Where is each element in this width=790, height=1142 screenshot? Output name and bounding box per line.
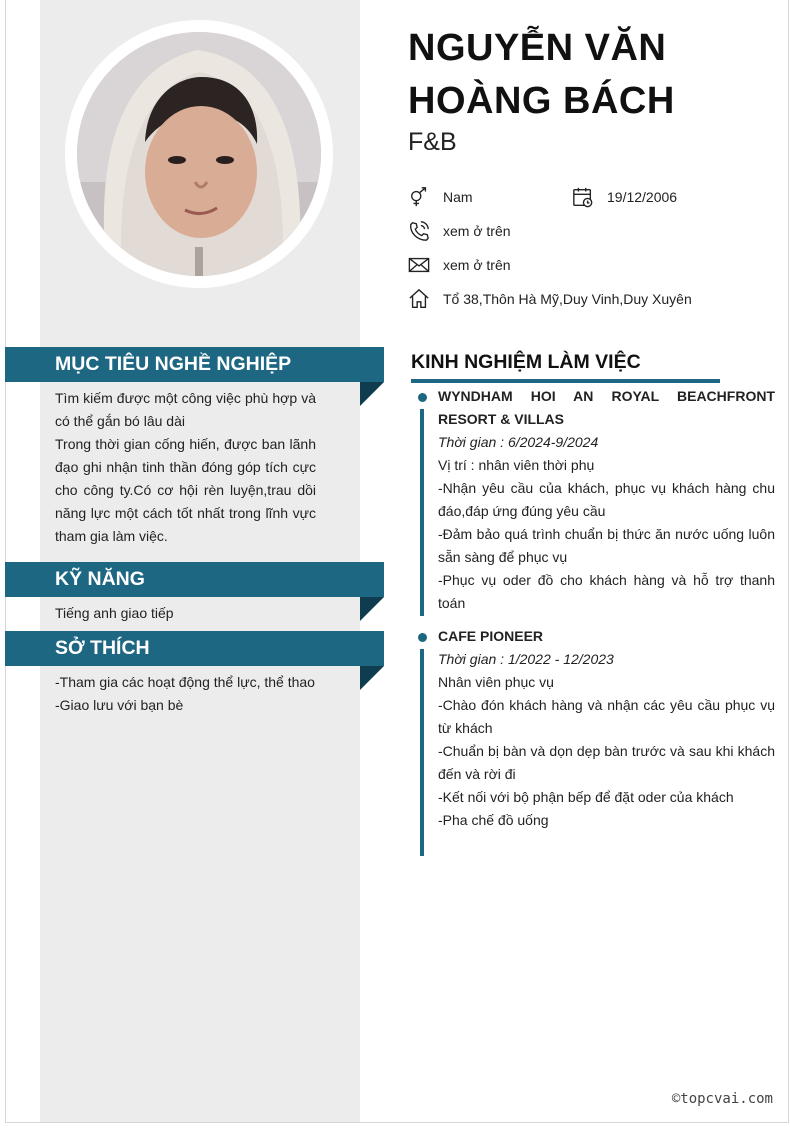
info-address <box>408 288 692 310</box>
phone-icon <box>408 220 430 242</box>
experience-line: -Chuẩn bị bàn và dọn dẹp bàn trước và sau khi khách đến và rời đi <box>438 743 775 782</box>
hobbies-text <box>55 671 316 717</box>
birthday-value: 19/12/2006 <box>607 189 678 205</box>
timeline-dot <box>418 633 427 642</box>
gender-value: Nam <box>443 189 473 205</box>
skills-heading: KỸ NĂNG <box>5 562 384 597</box>
objective-heading-fold <box>360 382 384 406</box>
objective-text <box>55 387 316 548</box>
experience-line: Nhân viên phục vụ <box>438 674 554 690</box>
job-title: F&B <box>408 128 457 156</box>
avatar-frame <box>65 20 333 288</box>
name-line-1: NGUYỄN VĂN <box>408 27 667 69</box>
objective-heading: MỤC TIÊU NGHỀ NGHIỆP <box>5 347 384 382</box>
address-value: Tổ 38,Thôn Hà Mỹ,Duy Vinh,Duy Xuyên <box>443 291 692 307</box>
hobby-item: -Giao lưu với bạn bè <box>55 697 184 713</box>
email-value: xem ở trên <box>443 257 511 273</box>
info-email <box>408 254 511 276</box>
experience-item <box>418 625 775 832</box>
info-phone <box>408 220 511 242</box>
objective-line: Trong thời gian cống hiến, được ban lãnh đạo ghi nhận tinh thần đóng góp tích cực cho công ty.Có cơ hội rèn luyện,trau dồi năng lực một cách tốt nhất trong lĩnh vực tham gia làm việc. <box>55 436 316 544</box>
skills-text <box>55 602 316 625</box>
experience-line: -Chào đón khách hàng và nhận các yêu cầu phục vụ từ khách <box>438 697 775 736</box>
hobbies-heading: SỞ THÍCH <box>5 631 384 666</box>
candidate-name <box>408 22 768 128</box>
experience-line: -Nhận yêu cầu của khách, phục vụ khách hàng chu đáo,đáp ứng đúng yêu cầu <box>438 480 775 519</box>
timeline-dot <box>418 393 427 402</box>
calendar-icon <box>572 186 594 208</box>
experience-item <box>418 385 775 615</box>
experience-line: Vị trí : nhân viên thời phụ <box>438 457 595 473</box>
gender-icon <box>408 186 430 208</box>
experience-line: -Kết nối với bộ phận bếp để đặt oder của khách <box>438 789 734 805</box>
name-line-2: HOÀNG BÁCH <box>408 80 675 122</box>
experience-heading: KINH NGHIỆM LÀM VIỆC <box>411 351 720 383</box>
timeline-line <box>420 409 424 616</box>
info-gender <box>408 186 473 208</box>
info-birthday <box>572 186 677 208</box>
company-name: CAFE PIONEER <box>438 628 544 644</box>
experience-line: -Pha chế đồ uống <box>438 812 549 828</box>
phone-value: xem ở trên <box>443 223 511 239</box>
skill-item: Tiếng anh giao tiếp <box>55 605 174 621</box>
experience-line: -Đảm bảo quá trình chuẩn bị thức ăn nước uống luôn sẵn sàng để phục vụ <box>438 526 775 565</box>
skills-heading-fold <box>360 597 384 621</box>
mail-icon <box>408 254 430 276</box>
hobbies-heading-fold <box>360 666 384 690</box>
avatar <box>77 32 321 276</box>
avatar-illustration <box>77 32 321 276</box>
objective-line: Tìm kiếm được một công việc phù hợp và có thể gắn bó lâu dài <box>55 390 316 429</box>
timeline-line <box>420 649 424 856</box>
home-icon <box>408 288 430 310</box>
hobby-item: -Tham gia các hoạt động thể lực, thể thao <box>55 674 315 690</box>
work-period: Thời gian : 6/2024-9/2024 <box>438 434 599 450</box>
experience-line: -Phục vụ oder đồ cho khách hàng và hỗ trợ thanh toán <box>438 572 775 611</box>
watermark: ©topcvai.com <box>671 1091 773 1107</box>
company-name: WYNDHAM HOI AN ROYAL BEACHFRONT RESORT & VILLAS <box>438 388 775 427</box>
work-period: Thời gian : 1/2022 - 12/2023 <box>438 651 614 667</box>
